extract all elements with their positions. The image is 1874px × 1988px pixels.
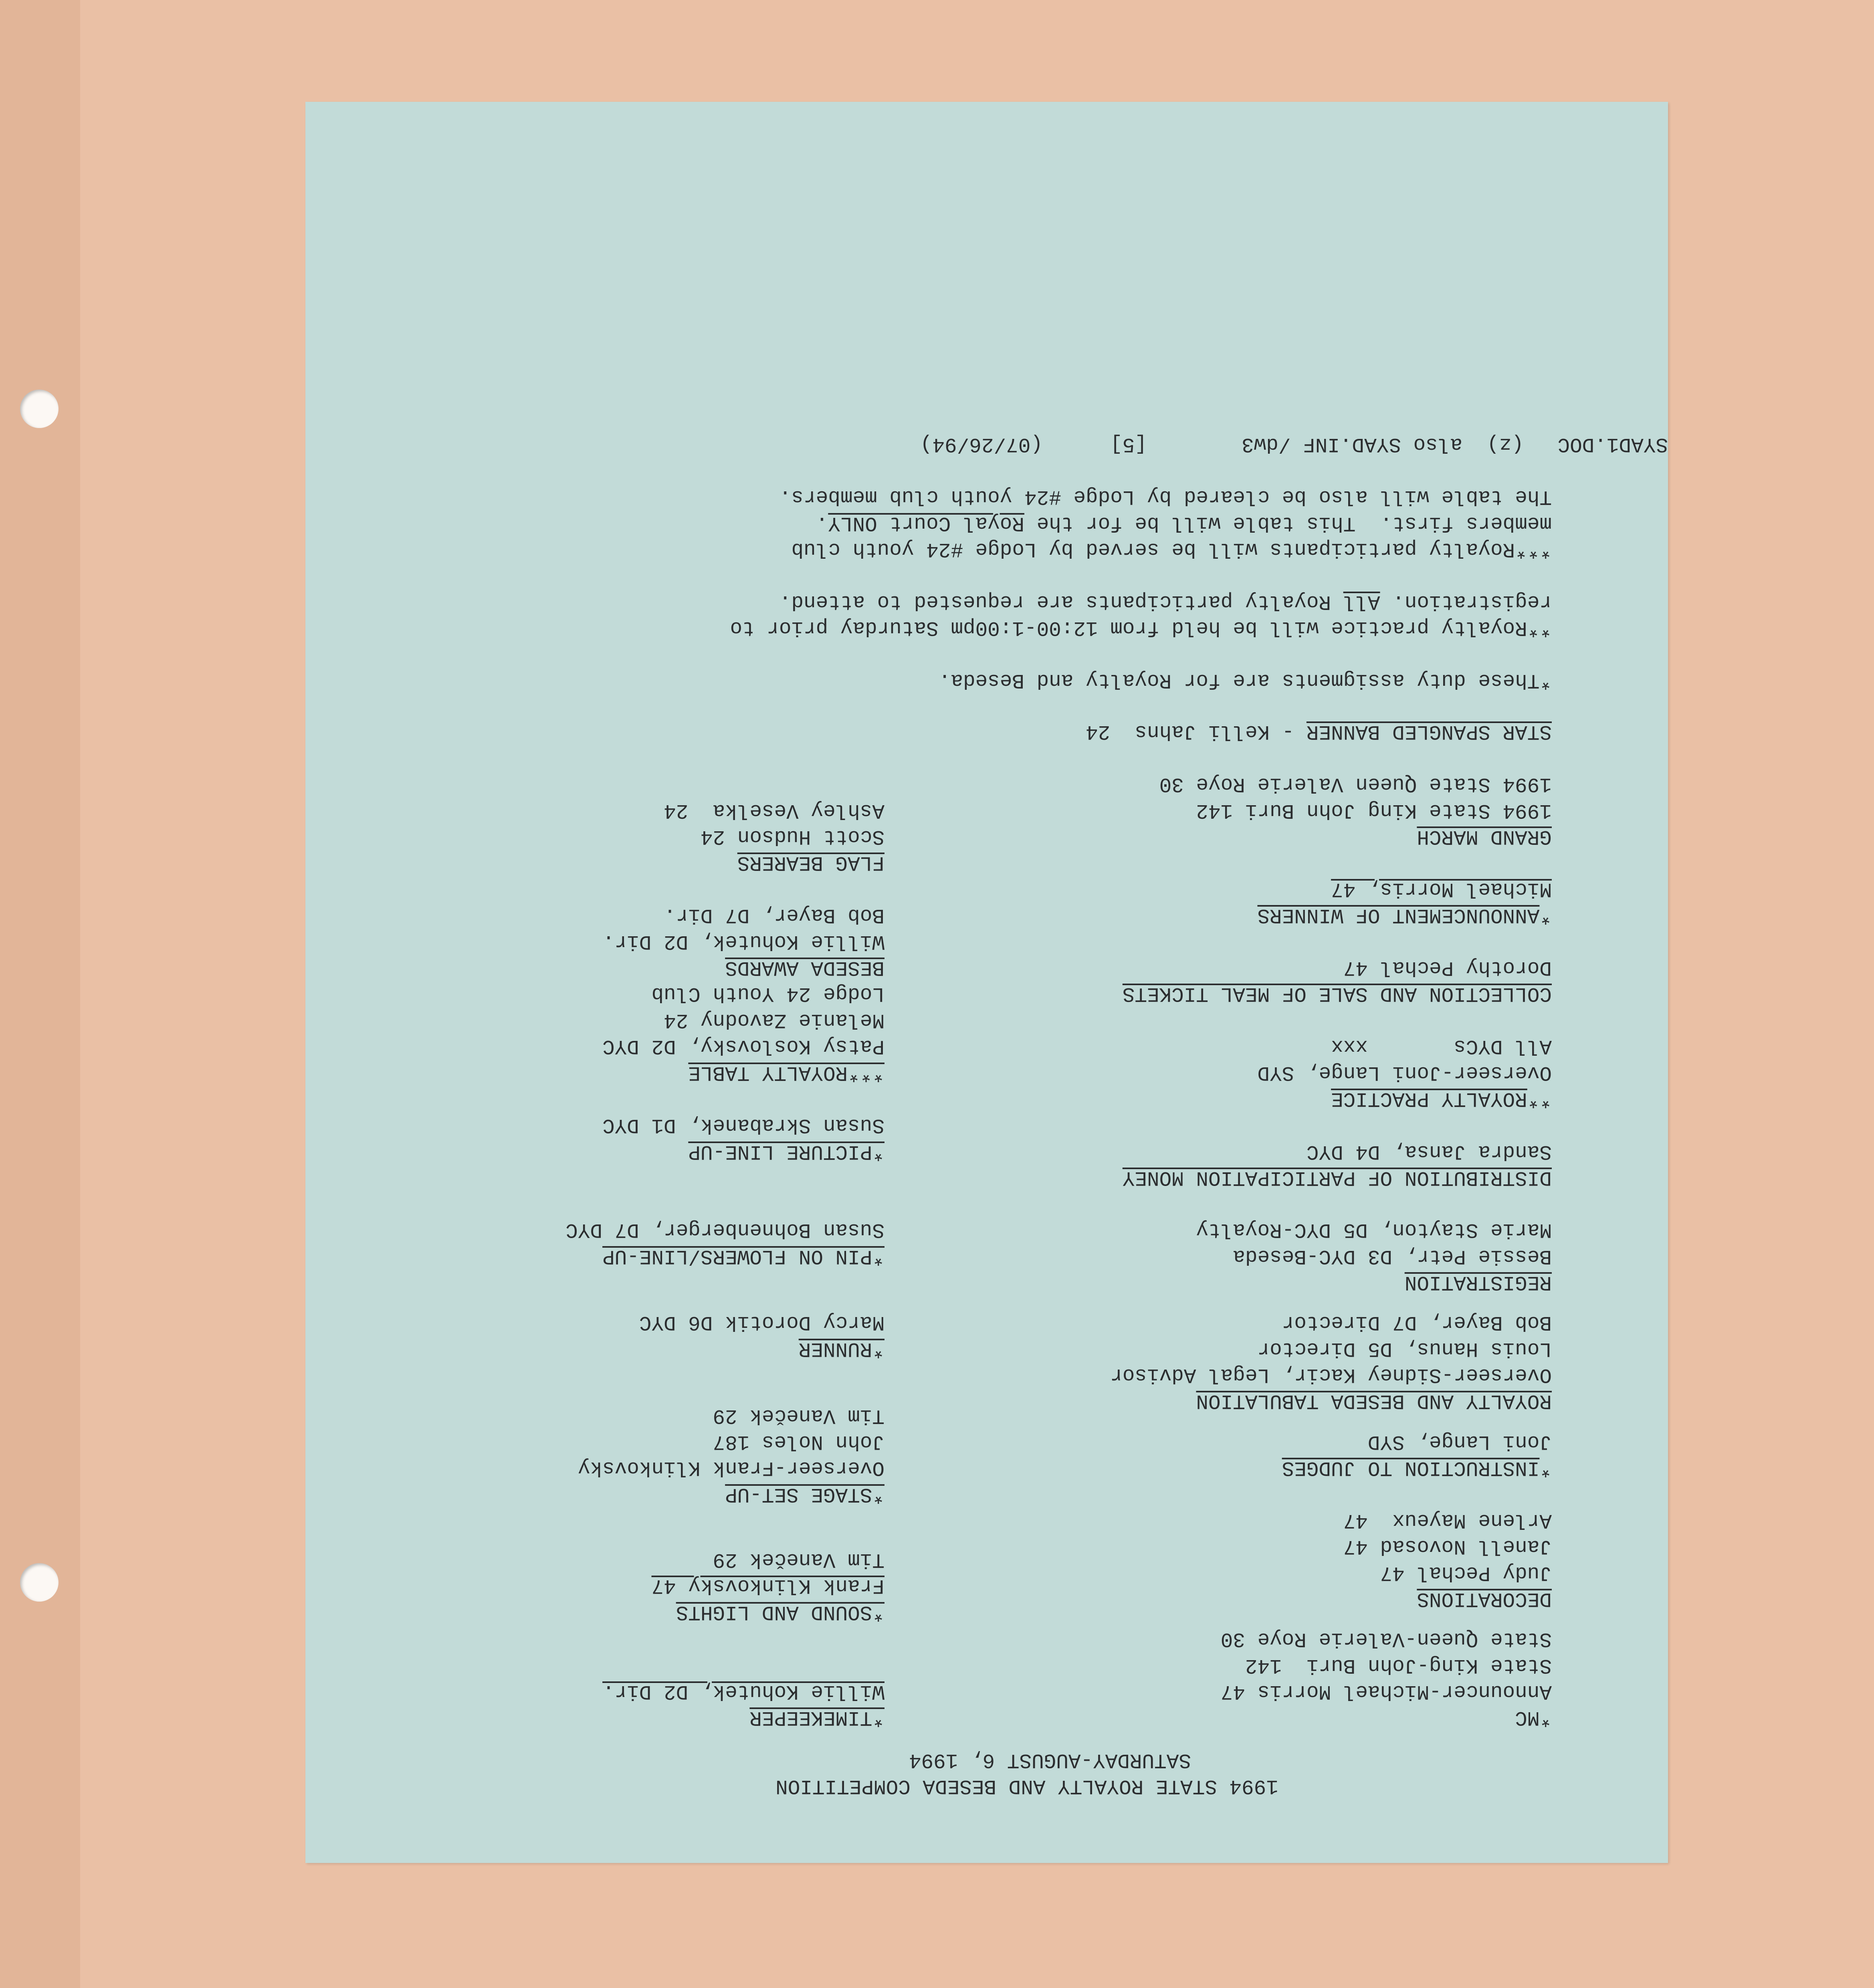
tabulation-item: Bob Bayer, D7 Director — [1282, 1311, 1552, 1333]
pin-heading: *PIN ON FLOWERS/LINE-UP — [602, 1245, 884, 1267]
stage-item: John Noles 187 — [713, 1430, 884, 1453]
practice-item: All DYCs xxx — [1331, 1034, 1552, 1057]
awards-item: Bob Bayer, D7 Dir. — [664, 903, 884, 926]
sound-item: Tim Vaneček 29 — [713, 1548, 884, 1571]
mc-heading: *MC — [1515, 1706, 1552, 1729]
footnote-all-word: All — [1343, 590, 1380, 613]
winners-heading: *ANNOUNCEMENT OF WINNERS — [1257, 903, 1552, 926]
sound-item: Frank Klinkovsky 47 — [651, 1574, 884, 1597]
tabulation-item: Overseer-Sidney Kacir, Legal Advisor — [1110, 1363, 1552, 1386]
flag-heading: FLAG BEARERS — [737, 851, 884, 874]
registration-heading: REGISTRATION — [1404, 1271, 1552, 1293]
punch-hole-bottom — [20, 1563, 59, 1602]
tabulation-item: Louis Hanus, D5 Director — [1257, 1337, 1552, 1360]
footer-filename: SYAD1.DOC — [1557, 432, 1668, 455]
picture-heading: *PICTURE LINE-UP — [688, 1140, 884, 1163]
document-title: 1994 STATE ROYALTY AND BESEDA COMPETITION — [775, 1774, 1278, 1797]
march-heading: GRAND MARCH — [1417, 825, 1552, 848]
meal-item: Dorothy Pechal 47 — [1343, 956, 1552, 979]
decorations-item: Judy Pechal 47 — [1380, 1561, 1552, 1584]
mc-item: State King-John Buri 142 — [1245, 1654, 1552, 1677]
table-heading: ***ROYALTY TABLE — [688, 1061, 884, 1084]
march-item: 1994 State Queen Valerie Roye 30 — [1159, 772, 1552, 795]
picture-item: Susan Skrabanek, D1 DYC — [602, 1113, 884, 1136]
footnote-table-cont: members first. This table will be for the Royal Court ONLY. — [816, 511, 1552, 534]
tabulation-heading: ROYALTY AND BESEDA TABULATION — [1196, 1389, 1552, 1412]
footnote-practice: **Royalty practice will be held from 12:00-1:00pm Saturday prior to — [730, 616, 1552, 639]
table-item: Lodge 24 Youth Club — [651, 982, 884, 1005]
punch-hole-top — [20, 390, 59, 428]
footer-also: (z) also SYAD.INF /dw3 — [1242, 432, 1524, 455]
table-item: Patsy Koslovsky, D2 DYC — [602, 1034, 884, 1057]
practice-item: Overseer-Joni Lange, SYD — [1257, 1061, 1552, 1084]
instruction-heading-label: INSTRUCTION TO JUDGES — [1282, 1456, 1540, 1479]
flag-item: Ashley Veselka 24 — [664, 799, 884, 822]
registration-item: Bessie Petr, D3 DYC-Beseda — [1233, 1245, 1552, 1267]
banner-label: STAR SPANGLED BANNER — [1306, 720, 1552, 743]
footnote-practice-cont: registration. All Royalty participants are requested to attend. — [779, 590, 1552, 613]
practice-heading: **ROYALTY PRACTICE — [1331, 1087, 1552, 1110]
decorations-item: Janell Novosad 47 — [1343, 1535, 1552, 1558]
runner-item: Marcy Dorotik D6 DYC — [639, 1311, 884, 1333]
decorations-heading: DECORATIONS — [1417, 1587, 1552, 1610]
footnote-duty: *These duty assigments are for Royalty and Beseda. — [938, 669, 1552, 691]
table-item: Melanie Zavodny 24 — [664, 1008, 884, 1031]
stage-item: Tim Vaneček 29 — [713, 1404, 884, 1427]
march-item: 1994 State King John Buri 142 — [1196, 799, 1552, 822]
winners-heading-label: ANNOUNCEMENT OF WINNERS — [1257, 903, 1540, 926]
timekeeper-heading: *TIMEKEEPER — [749, 1706, 884, 1729]
album-page-edge — [0, 0, 80, 1988]
runner-heading: *RUNNER — [798, 1337, 884, 1360]
stage-heading: *STAGE SET-UP — [725, 1483, 884, 1505]
pin-item: Susan Bohnenberger, D7 DYC — [565, 1218, 884, 1241]
typed-sheet — [305, 102, 1668, 1863]
document-subtitle: SATURDAY-AUGUST 6, 1994 — [909, 1748, 1191, 1771]
distribution-item: Sandra Jansa, D4 DYC — [1306, 1140, 1552, 1163]
flag-item: Scott Hudson 24 — [700, 825, 884, 848]
stage-item: Overseer-Frank Klinkovsky — [578, 1456, 884, 1479]
registration-item: Marie Stayton, D5 DYC-Royalty — [1196, 1218, 1552, 1241]
awards-heading: BESEDA AWARDS — [725, 956, 884, 979]
footnote-royal-court: Royal Court ONLY — [828, 511, 1024, 534]
sound-heading: *SOUND AND LIGHTS — [676, 1600, 884, 1623]
distribution-heading: DISTRIBUTION OF PARTICIPATION MONEY — [1122, 1166, 1552, 1189]
typed-page-content — [305, 102, 1668, 1863]
instruction-item: Joni Lange, SYD — [1367, 1430, 1552, 1453]
instruction-heading: *INSTRUCTION TO JUDGES — [1282, 1456, 1552, 1479]
practice-heading-label: ROYALTY PRACTICE — [1331, 1087, 1527, 1110]
footnote-table: ***Royalty participants will be served by Lodge #24 youth club — [791, 537, 1552, 560]
timekeeper-item: Willie Kohutek, D2 Dir. — [602, 1680, 884, 1703]
footer-page: [5] — [1110, 432, 1147, 455]
mc-item: Announcer-Michael Morris 47 — [1220, 1680, 1552, 1703]
decorations-item: Arlene Mayeux 47 — [1343, 1509, 1552, 1531]
banner-line: STAR SPANGLED BANNER - Kelli Jahns 24 — [1086, 720, 1552, 743]
footer-date: (07/26/94) — [920, 432, 1043, 455]
meal-heading: COLLECTION AND SALE OF MEAL TICKETS — [1122, 982, 1552, 1005]
winners-item: Michael Morris, 47 — [1331, 877, 1552, 900]
footnote-table-cont: The table will also be cleared by Lodge #24 youth club members. — [779, 485, 1552, 508]
awards-item: Willie Kohutek, D2 Dir. — [602, 930, 884, 953]
mc-item: State Queen-Valerie Roye 30 — [1220, 1627, 1552, 1650]
